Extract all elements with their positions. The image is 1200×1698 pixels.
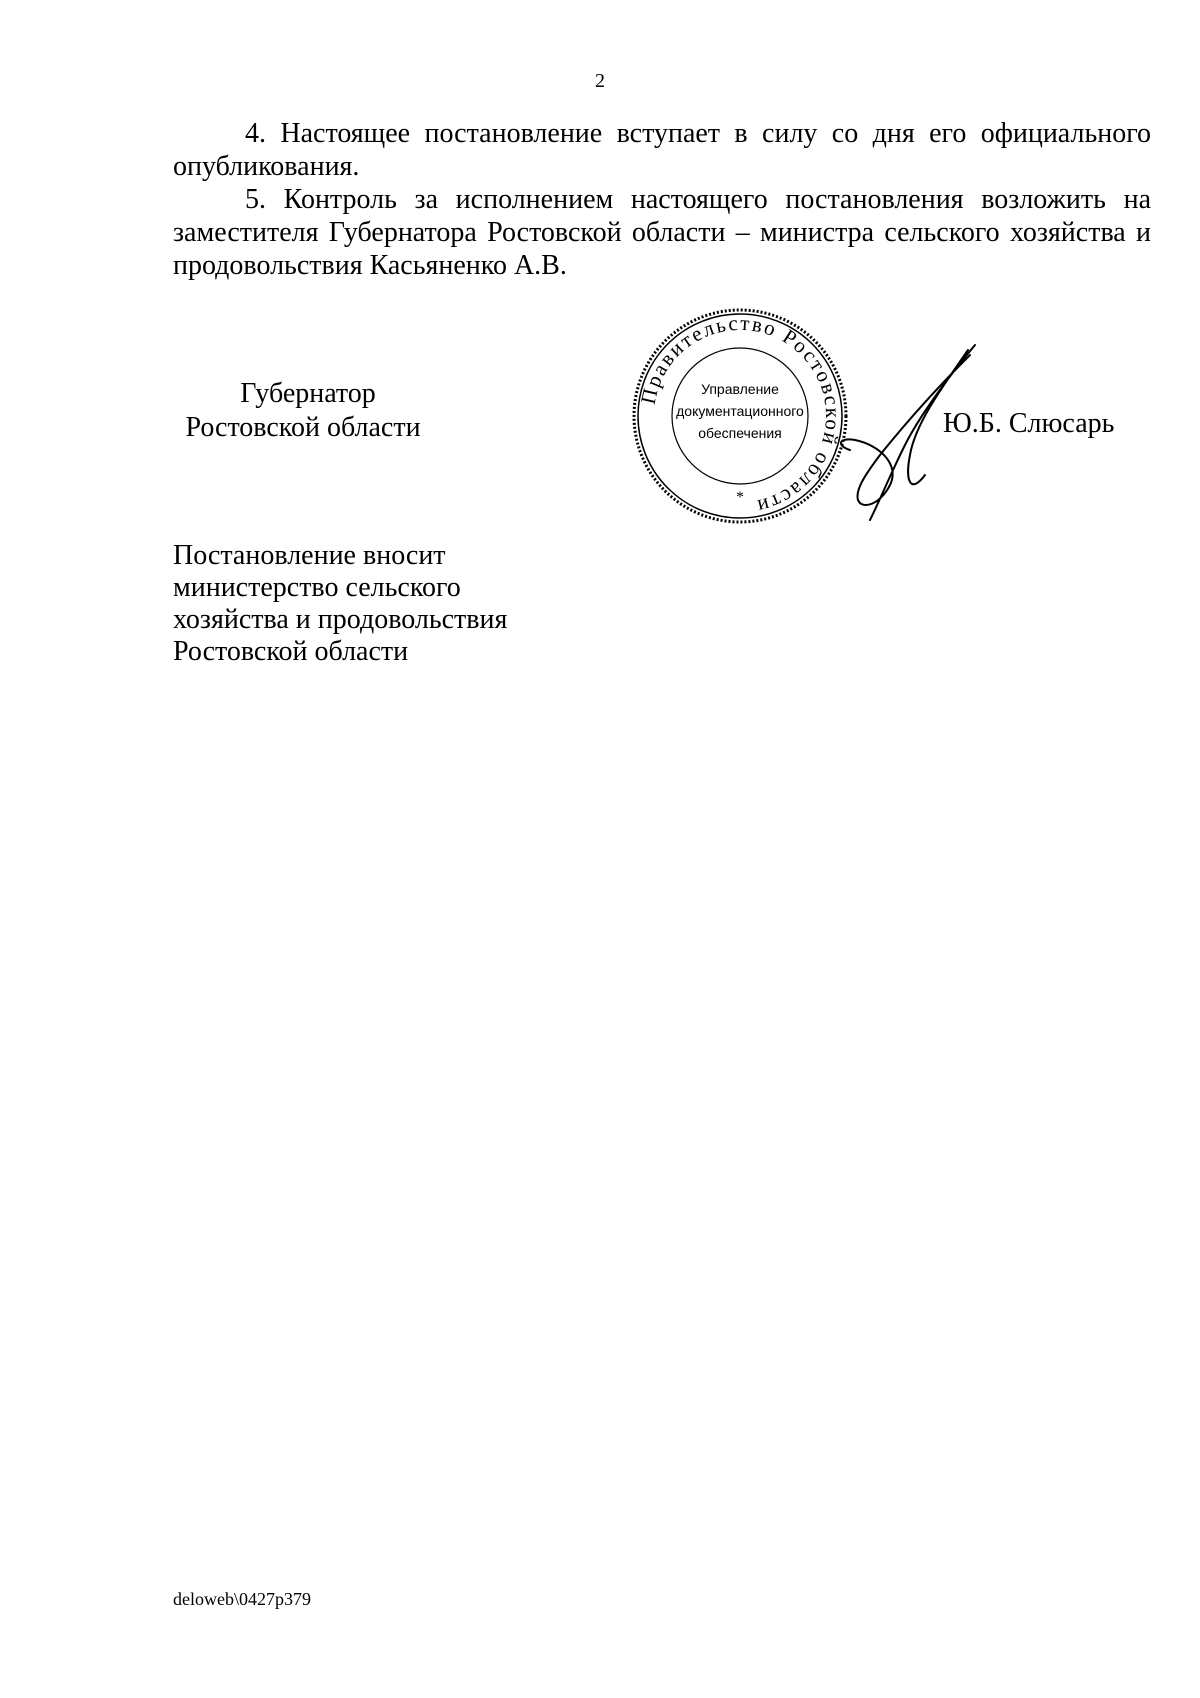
introducer-line1: Постановление вносит	[173, 540, 446, 571]
page-number: 2	[595, 70, 605, 92]
stamp-center-line3: обеспечения	[698, 425, 782, 441]
introducer-line4: Ростовской области	[173, 636, 409, 667]
signatory-name: Ю.Б. Слюсарь	[943, 408, 1115, 439]
introducer-line2: министерство сельского	[173, 572, 461, 603]
signatory-title	[178, 377, 428, 445]
signatory-title-line1: Губернатор	[240, 378, 376, 409]
stamp-ring-textpath: Правительство Ростовской области	[635, 310, 846, 520]
introducer-block	[173, 540, 507, 668]
signatory-title-line2: Ростовской области	[185, 412, 421, 443]
stamp-center-line2: документационного	[676, 403, 804, 419]
paragraph-5: 5. Контроль за исполнением настоящего постановления возложить на заместителя Губернатора Ростовской области – министра сельского хозяйства и продовольствия Касьяненко А.В.	[173, 184, 1151, 281]
stamp-center-line1: Управление	[701, 381, 779, 397]
paragraph-4: 4. Настоящее постановление вступает в силу со дня его официального опубликования.	[173, 118, 1151, 182]
stamp-star: *	[736, 489, 744, 506]
introducer-line3: хозяйства и продовольствия	[173, 604, 508, 635]
document-code: deloweb\0427p379	[173, 1589, 311, 1609]
